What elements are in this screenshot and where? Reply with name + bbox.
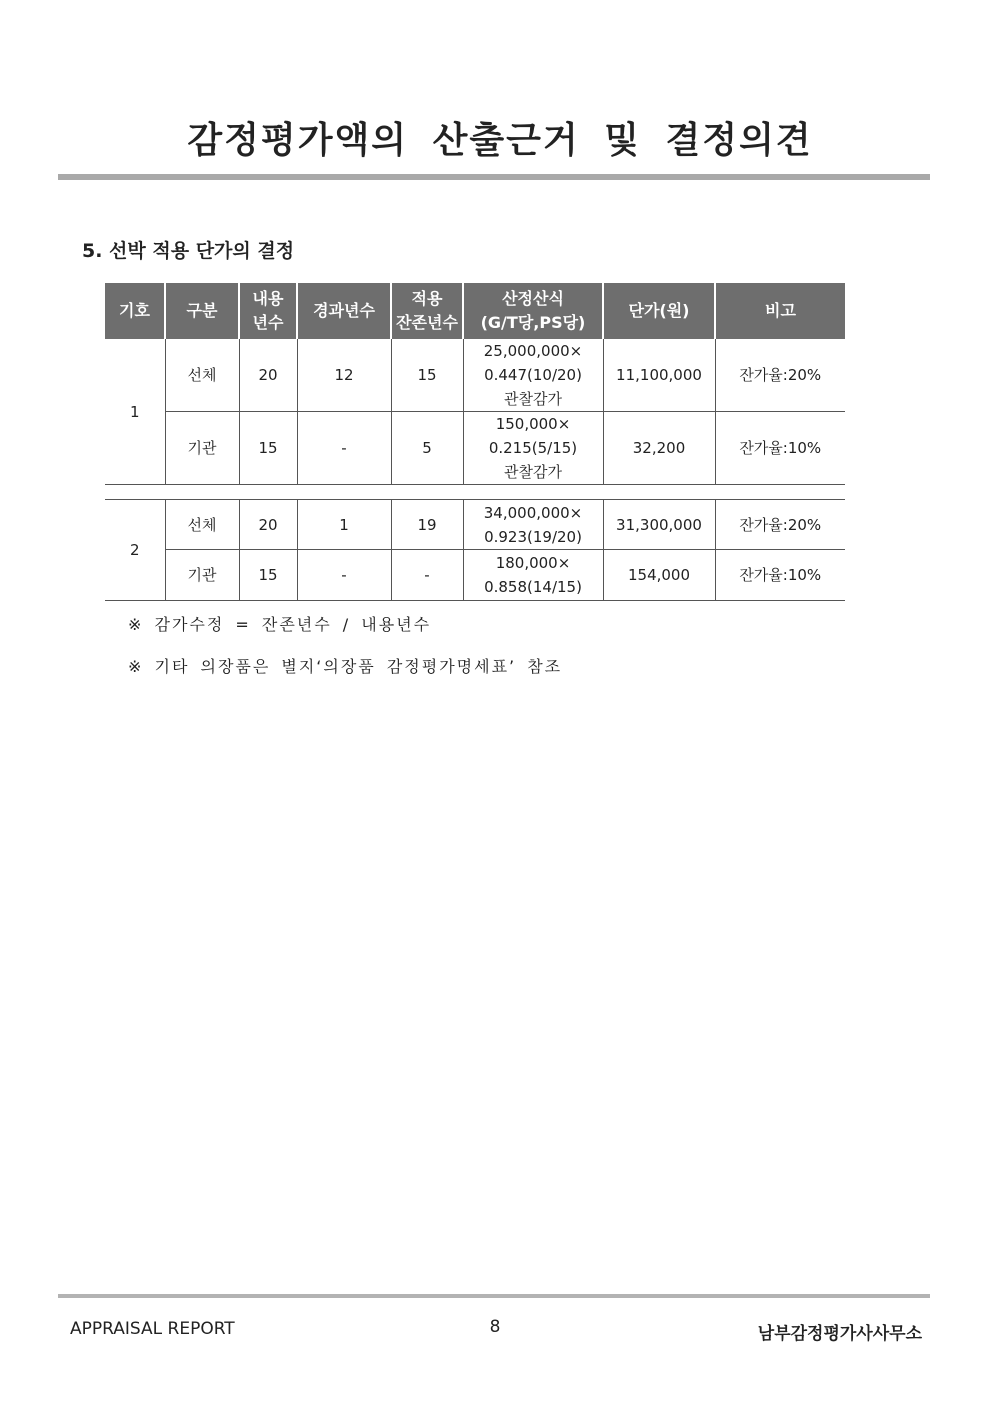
formula-line: 0.858(14/15) — [484, 578, 582, 596]
elapsed-years-cell: 1 — [297, 500, 391, 550]
header-useful-life — [239, 283, 297, 339]
page-title: 감정평가액의 산출근거 및 결정의견 — [187, 120, 813, 161]
header-formula-line2: (G/T당,PS당) — [480, 313, 586, 332]
formula-line: 34,000,000× — [483, 503, 583, 522]
header-elapsed-years: 경과년수 — [297, 283, 391, 339]
remarks-cell: 잔가율:20% — [715, 339, 845, 412]
footer-divider — [58, 1294, 930, 1298]
formula-line: 관찰감가 — [504, 390, 562, 408]
elapsed-years-cell: - — [297, 412, 391, 485]
header-category: 구분 — [165, 283, 239, 339]
elapsed-years-cell: 12 — [297, 339, 391, 412]
header-useful-life-line2: 년수 — [252, 313, 284, 332]
useful-life-cell: 20 — [239, 500, 297, 550]
header-remarks: 비고 — [715, 283, 845, 339]
formula-line: 150,000× — [495, 415, 571, 433]
formula-line: 관찰감가 — [504, 463, 562, 481]
remarks-cell: 잔가율:10% — [715, 412, 845, 485]
category-cell: 기관 — [165, 412, 239, 485]
header-unit-price: 단가(원) — [603, 283, 715, 339]
formula-cell — [463, 500, 603, 550]
remaining-life-cell: 15 — [391, 339, 463, 412]
footer-office-name: 남부감정평가사사무소 — [757, 1324, 922, 1344]
group-code: 1 — [105, 339, 165, 485]
category-cell: 선체 — [165, 500, 239, 550]
formula-cell — [463, 412, 603, 485]
footer-report-label: APPRAISAL REPORT — [70, 1319, 235, 1339]
useful-life-cell: 20 — [239, 339, 297, 412]
formula-line: 25,000,000× — [483, 342, 583, 360]
category-cell: 기관 — [165, 550, 239, 601]
section-heading: 5. 선박 적용 단가의 결정 — [82, 240, 295, 262]
title-divider — [58, 174, 930, 180]
header-useful-life-line1: 내용 — [252, 289, 284, 308]
formula-line: 0.215(5/15) — [488, 439, 578, 457]
header-code: 기호 — [105, 283, 165, 339]
group-code: 2 — [105, 500, 165, 601]
remarks-cell: 잔가율:20% — [715, 500, 845, 550]
useful-life-cell: 15 — [239, 412, 297, 485]
header-remaining-life-line1: 적용 — [411, 289, 443, 308]
unit-price-table — [105, 283, 845, 601]
unit-price-cell: 32,200 — [603, 412, 715, 485]
note-depreciation: ※ 감가수정 = 잔존년수 / 내용년수 — [128, 615, 432, 634]
category-cell: 선체 — [165, 339, 239, 412]
remaining-life-cell: 5 — [391, 412, 463, 485]
remarks-cell: 잔가율:10% — [715, 550, 845, 601]
table-row — [105, 500, 845, 550]
unit-price-cell: 11,100,000 — [603, 339, 715, 412]
formula-cell — [463, 550, 603, 601]
unit-price-cell: 154,000 — [603, 550, 715, 601]
elapsed-years-cell: - — [297, 550, 391, 601]
note-equipment: ※ 기타 의장품은 별지‘의장품 감정평가명세표’ 참조 — [128, 657, 563, 676]
header-formula-line1: 산정산식 — [502, 289, 564, 308]
formula-line: 0.923(19/20) — [484, 527, 582, 546]
group-separator — [105, 485, 845, 500]
header-remaining-life — [391, 283, 463, 339]
formula-line: 180,000× — [495, 554, 571, 572]
useful-life-cell: 15 — [239, 550, 297, 601]
table-row — [105, 339, 845, 412]
remaining-life-cell: - — [391, 550, 463, 601]
header-formula — [463, 283, 603, 339]
unit-price-cell: 31,300,000 — [603, 500, 715, 550]
group-separator-cell — [105, 485, 845, 500]
page-number: 8 — [489, 1317, 501, 1337]
formula-cell — [463, 339, 603, 412]
remaining-life-cell: 19 — [391, 500, 463, 550]
table-row — [105, 412, 845, 485]
table-header-row — [105, 283, 845, 339]
header-remaining-life-line2: 잔존년수 — [396, 313, 458, 332]
formula-line: 0.447(10/20) — [484, 366, 582, 384]
table-row — [105, 550, 845, 601]
